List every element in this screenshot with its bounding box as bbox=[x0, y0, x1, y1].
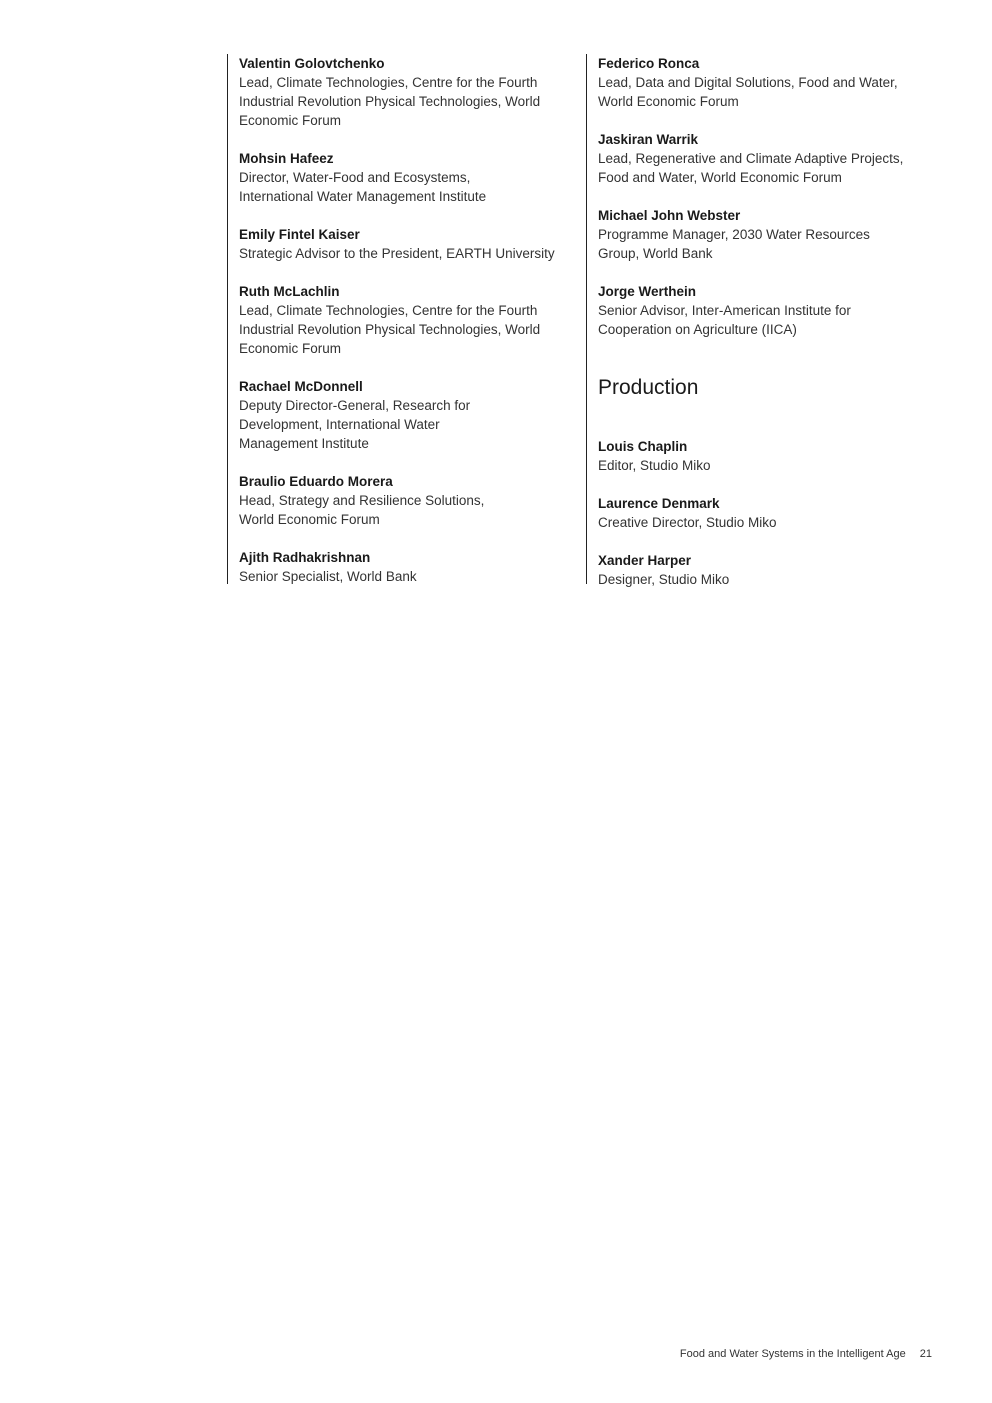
contributor-role-line: Senior Specialist, World Bank bbox=[239, 569, 417, 584]
contributors-right-column bbox=[586, 54, 938, 587]
contributor-name: Emily Fintel Kaiser bbox=[239, 227, 360, 242]
production-entry bbox=[598, 437, 938, 475]
contributor-role-line: Programme Manager, 2030 Water Resources bbox=[598, 227, 870, 242]
contributor-name: Ajith Radhakrishnan bbox=[239, 550, 371, 565]
contributors-left-column bbox=[227, 54, 579, 584]
contributor-entry bbox=[239, 54, 579, 130]
contributor-role-line: Management Institute bbox=[239, 436, 369, 451]
contributor-role-line: Economic Forum bbox=[239, 341, 342, 356]
contributor-role-line: Lead, Regenerative and Climate Adaptive Projects, bbox=[598, 151, 904, 166]
contributor-name: Braulio Eduardo Morera bbox=[239, 474, 393, 489]
contributor-name: Valentin Golovtchenko bbox=[239, 56, 385, 71]
contributor-name: Jorge Werthein bbox=[598, 284, 697, 299]
contributor-role-line: World Economic Forum bbox=[239, 512, 380, 527]
contributor-entry bbox=[239, 377, 579, 453]
contributor-name: Mohsin Hafeez bbox=[239, 151, 334, 166]
contributor-role-line: Lead, Climate Technologies, Centre for the Fourth bbox=[239, 75, 538, 90]
contributor-name: Michael John Webster bbox=[598, 208, 741, 223]
contributor-name: Jaskiran Warrik bbox=[598, 132, 699, 147]
production-role-line: Creative Director, Studio Miko bbox=[598, 515, 777, 530]
contributor-role-line: Group, World Bank bbox=[598, 246, 713, 261]
contributor-role-line: Development, International Water bbox=[239, 417, 440, 432]
contributor-name: Federico Ronca bbox=[598, 56, 700, 71]
page-number: 21 bbox=[919, 1348, 932, 1360]
footer-document-title: Food and Water Systems in the Intelligent Age bbox=[679, 1348, 906, 1360]
contributor-role-line: Cooperation on Agriculture (IICA) bbox=[598, 322, 797, 337]
contributor-role-line: Industrial Revolution Physical Technologies, World bbox=[239, 94, 541, 109]
production-name: Laurence Denmark bbox=[598, 496, 720, 511]
production-entry bbox=[598, 551, 938, 589]
production-role-line: Designer, Studio Miko bbox=[598, 572, 730, 587]
contributor-role-line: Lead, Climate Technologies, Centre for the Fourth bbox=[239, 303, 538, 318]
contributor-entry bbox=[239, 282, 579, 358]
contributor-role-line: Strategic Advisor to the President, EARTH University bbox=[239, 246, 555, 261]
production-name: Louis Chaplin bbox=[598, 439, 688, 454]
contributor-role-line: Senior Advisor, Inter-American Institute for bbox=[598, 303, 851, 318]
contributor-entry bbox=[598, 206, 938, 263]
contributor-role-line: Director, Water-Food and Ecosystems, bbox=[239, 170, 471, 185]
contributor-role-line: Head, Strategy and Resilience Solutions, bbox=[239, 493, 485, 508]
contributor-entry bbox=[239, 149, 579, 206]
production-heading: Production bbox=[598, 376, 699, 399]
contributor-role-line: Deputy Director-General, Research for bbox=[239, 398, 471, 413]
contributor-role-line: International Water Management Institute bbox=[239, 189, 487, 204]
contributor-name: Rachael McDonnell bbox=[239, 379, 363, 394]
contributor-role-line: World Economic Forum bbox=[598, 94, 739, 109]
contributor-role-line: Economic Forum bbox=[239, 113, 342, 128]
contributor-entry bbox=[598, 130, 938, 187]
contributor-entry bbox=[598, 282, 938, 339]
contributor-role-line: Food and Water, World Economic Forum bbox=[598, 170, 842, 185]
contributor-entry bbox=[239, 472, 579, 529]
production-list bbox=[598, 437, 938, 589]
production-role-line: Editor, Studio Miko bbox=[598, 458, 711, 473]
production-name: Xander Harper bbox=[598, 553, 692, 568]
contributor-entry bbox=[239, 548, 579, 586]
contributor-name: Ruth McLachlin bbox=[239, 284, 340, 299]
contributor-role-line: Lead, Data and Digital Solutions, Food and Water, bbox=[598, 75, 898, 90]
page-footer bbox=[680, 1347, 932, 1361]
contributor-role-line: Industrial Revolution Physical Technologies, World bbox=[239, 322, 541, 337]
production-entry bbox=[598, 494, 938, 532]
contributor-entry bbox=[598, 54, 938, 111]
contributor-entry bbox=[239, 225, 579, 263]
